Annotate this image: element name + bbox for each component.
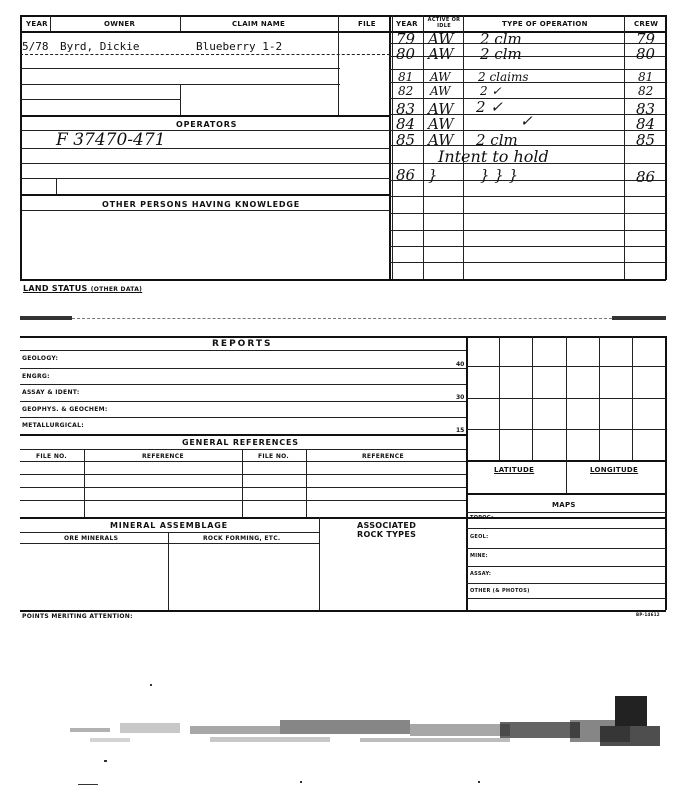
activity-status-85: AW (428, 131, 454, 149)
points-meriting-attention: POINTS MERITING ATTENTION: (22, 613, 133, 620)
reports-title: REPORTS (212, 339, 273, 349)
reports-assay-num: 30 (456, 394, 465, 401)
activity-year-82: 82 (398, 84, 414, 98)
activity-intent: Intent to hold (438, 147, 549, 166)
rock-forming-label: ROCK FORMING, ETC. (203, 535, 281, 542)
header-owner: OWNER (104, 20, 136, 28)
activity-operation-83: 2 ✓ (476, 98, 503, 116)
activity-year-86: 86 (396, 166, 416, 184)
activity-crew-79: 79 (636, 30, 656, 48)
other-persons-label: OTHER PERSONS HAVING KNOWLEDGE (102, 200, 300, 209)
maps-topog: TOPOG: (470, 515, 494, 521)
mineral-assemblage-title: MINERAL ASSEMBLAGE (110, 521, 228, 530)
activity-status-84: AW (428, 115, 454, 133)
activity-crew-84: 84 (636, 115, 656, 133)
activity-status-82: AW (430, 84, 451, 98)
activity-crew-85: 85 (636, 131, 656, 149)
activity-operation-80: 2 clm (480, 45, 522, 63)
reports-geophys: GEOPHYS. & GEOCHEM: (22, 406, 108, 413)
activity-status-79: AW (428, 30, 454, 48)
header-year-2: YEAR (396, 20, 418, 28)
reports-engrg: ENGRG: (22, 373, 50, 380)
operators-value: F 37470-471 (56, 130, 166, 150)
operators-label: OPERATORS (176, 120, 238, 129)
header-type-of-operation: TYPE OF OPERATION (502, 20, 588, 28)
activity-status-83: AW (428, 100, 454, 118)
header-file: FILE (358, 20, 376, 28)
activity-year-79: 79 (396, 30, 416, 48)
associated-label: ASSOCIATED (357, 521, 417, 530)
gr-file-no: FILE NO. (36, 453, 68, 460)
activity-operation-82: 2 ✓ (480, 84, 502, 98)
header-active-idle: ACTIVE OR IDLE (427, 17, 461, 29)
activity-crew-83: 83 (636, 100, 656, 118)
land-status-label: LAND STATUS (OTHER DATA) (23, 284, 143, 293)
maps-title: MAPS (552, 501, 576, 509)
scan-noise-band (60, 690, 670, 760)
latitude-label: LATITUDE (494, 466, 535, 474)
reports-assay: ASSAY & IDENT: (22, 389, 80, 396)
gr-reference: REFERENCE (142, 453, 184, 460)
reports-geology-num: 40 (456, 361, 465, 368)
activity-crew-82: 82 (638, 84, 654, 98)
maps-assay: ASSAY: (470, 571, 492, 577)
maps-geol: GEOL: (470, 534, 489, 540)
activity-crew-81: 81 (638, 70, 654, 84)
header-claim-name: CLAIM NAME (232, 20, 286, 28)
activity-year-81: 81 (398, 70, 414, 84)
activity-year-83: 83 (396, 100, 416, 118)
record-year: 5/78 (22, 40, 49, 53)
gr-reference-2: REFERENCE (362, 453, 404, 460)
header-year: YEAR (26, 20, 48, 28)
longitude-label: LONGITUDE (590, 466, 639, 474)
activity-operation-79: 2 clm (480, 30, 522, 48)
reports-metallurgical-num: 15 (456, 427, 465, 434)
header-crew: CREW (634, 20, 659, 28)
activity-year-85: 85 (396, 131, 416, 149)
activity-crew-80: 80 (636, 45, 656, 63)
activity-status-81: AW (430, 70, 451, 84)
reports-metallurgical: METALLURGICAL: (22, 422, 84, 429)
reports-geology: GEOLOGY: (22, 355, 59, 362)
maps-mine: MINE: (470, 553, 488, 559)
general-references-title: GENERAL REFERENCES (182, 438, 299, 447)
activity-status-80: AW (428, 45, 454, 63)
activity-status-86: } (428, 166, 438, 184)
activity-operation-86: } } } (480, 166, 519, 184)
maps-other: OTHER (& PHOTOS) (470, 588, 530, 594)
activity-operation-81: 2 claims (478, 70, 529, 84)
activity-year-80: 80 (396, 45, 416, 63)
activity-operation-84: ✓ (520, 112, 533, 130)
ore-minerals-label: ORE MINERALS (64, 535, 119, 542)
rock-types-label: ROCK TYPES (357, 530, 417, 539)
activity-year-84: 84 (396, 115, 416, 133)
gr-file-no-2: FILE NO. (258, 453, 290, 460)
record-claim-name: Blueberry 1-2 (196, 40, 283, 53)
form-number: BP-14612 (636, 612, 660, 617)
activity-crew-86: 86 (636, 168, 656, 186)
activity-operation-85: 2 clm (476, 131, 518, 149)
record-owner: Byrd, Dickie (60, 40, 140, 53)
